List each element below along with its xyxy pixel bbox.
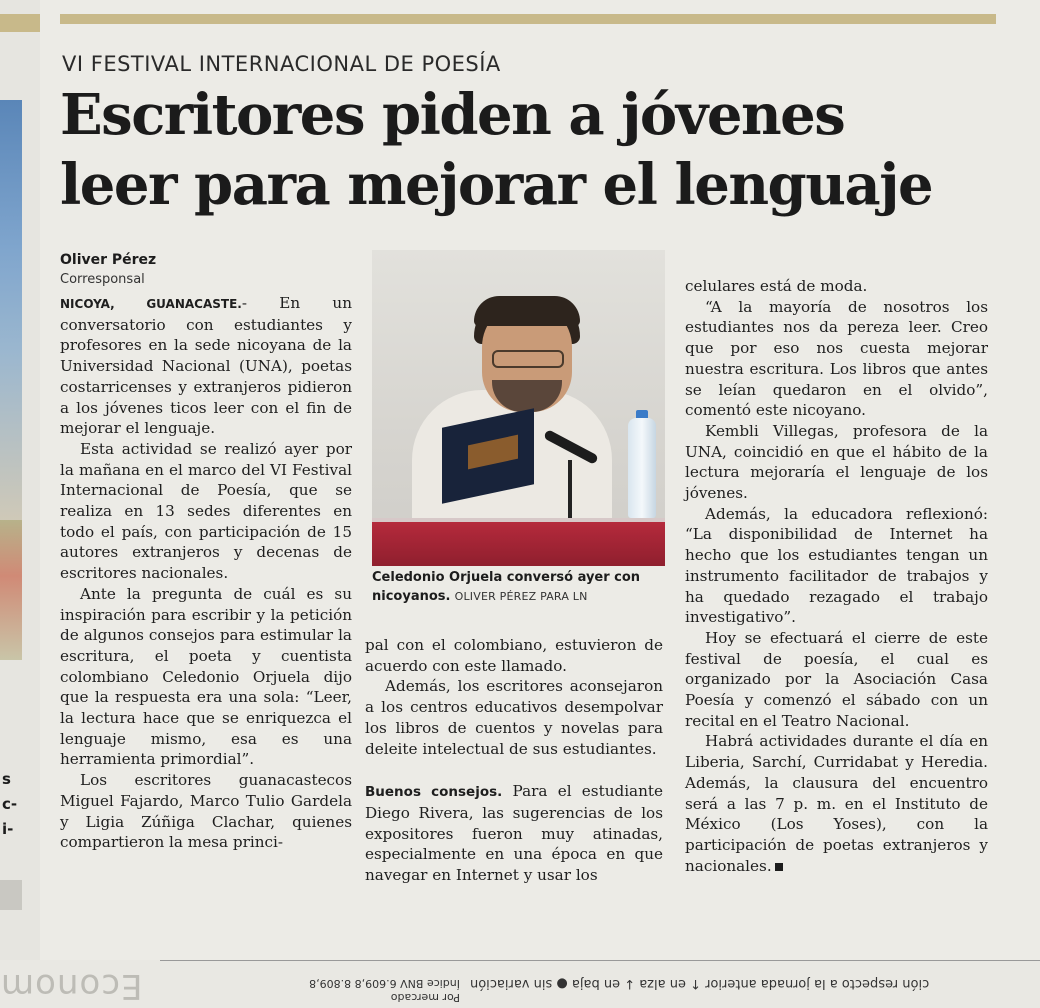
photo-credit: OLIVER PÉREZ PARA LN [454, 590, 588, 603]
market-value: 8.809,8 [309, 977, 352, 990]
adjacent-photo-lower [0, 520, 22, 660]
body-text: Habrá actividades durante el día en Liberia, Sarchí, Curridabat y Heredia. Además, la clausura del encuentro será a las 7 p. m. en el Instituto de México (Los Yoses), con la participación de poetas extranjeros y nacionales. [685, 732, 988, 875]
caption-text: Celedonio Orjuela conversó ayer con nicoyanos. [372, 570, 641, 604]
headline-line-1: Escritores piden a jóvenes [60, 82, 845, 148]
byline-author: Oliver Pérez [60, 252, 157, 268]
subhead: Buenos consejos. [365, 784, 503, 801]
photo-caption [372, 568, 672, 606]
body-paragraph [685, 731, 988, 876]
body-column-3 [685, 276, 988, 876]
footer-rule [160, 960, 1040, 961]
adjacent-block [0, 880, 22, 910]
market-table-heading: Por mercado [390, 991, 460, 1004]
body-paragraph: Hoy se efectuará el cierre de este festival de poesía, el cual es organizado por la Asociación Casa Poesía y comenzó el sábado con un recital en el Teatro Nacional. [685, 628, 988, 730]
market-value: 6.609,8 [354, 977, 397, 990]
body-paragraph: Ante la pregunta de cuál es su inspiración para escribir y la petición de algunos consejos para estimular la escritura, el poeta y cuentista colombiano Celedonio Orjuela dijo que la respuesta era una sola: “Leer, la lectura hace que se enriquezca el lenguaje mismo, esa es una herramienta primordial”. [60, 584, 352, 769]
body-paragraph: Además, la educadora reflexionó: “La disponibilidad de Internet ha hecho que los estudiantes tengan un instrumento facilitador de trabajos y ha quedado rezagado el trabajo investigativo”. [685, 504, 988, 627]
news-article [60, 14, 996, 959]
market-legend-upside-down: ción respecto a la jornada anterior ↑ en alza ↓ en baja ● sin variación [470, 976, 930, 991]
body-paragraph: Los escritores guanacastecos Miguel Fajardo, Marco Tulio Gardela y Ligia Zúñiga Clachar, quienes compartieron la mesa princi- [60, 771, 352, 852]
body-text: Para el estudiante Diego Rivera, las sugerencias de los expositores fueron muy atinadas, especialmente en una época en que navegar en Internet y usar los [365, 782, 663, 885]
section-rule [60, 14, 996, 24]
market-index-label: Índice BNV [400, 977, 460, 990]
body-paragraph: Además, los escritores aconsejaron a los centros educativos desempolvar los libros de cuentos y novelas para deleite intelectual de sus estudiantes. [365, 677, 663, 758]
market-table-upside-down [220, 964, 460, 1004]
adjacent-rule [0, 14, 40, 32]
body-paragraph [365, 781, 663, 886]
byline [60, 250, 360, 290]
end-mark-icon [775, 863, 783, 871]
adjacent-page-strip [0, 0, 40, 960]
body-paragraph: Esta actividad se realizó ayer por la mañana en el marco del VI Festival Internacional de Poesía, que se realiza en 13 sedes diferentes en todo el país, con participación de 15 autores extranjeros y decenas de escritores nacionales. [60, 439, 352, 583]
market-table-row [220, 976, 460, 990]
body-text: - En un conversatorio con estudiantes y profesores en la sede nicoyana de la Universidad Nacional (UNA), poetas costarricenses y extranjeros pidieron a los jóvenes ticos leer con el fin de mejorar el lenguaje. [60, 294, 352, 438]
body-paragraph: celulares está de moda. [685, 277, 868, 295]
dateline: NICOYA, GUANACASTE. [60, 297, 242, 311]
body-paragraph: “A la mayoría de nosotros los estudiantes nos da pereza leer. Creo que por eso nos cuesta mejorar nuestra escritura. Los libros que antes se leían quedaron en el olvido”, comentó este nicoyano. [685, 297, 988, 420]
article-photo [372, 250, 665, 566]
body-paragraph: Kembli Villegas, profesora de la UNA, coincidió en que el hábito de la lectura mejoraría el lenguaje de los jóvenes. [685, 421, 988, 503]
adjacent-photo [0, 100, 22, 520]
adjacent-text-fragment: i- [2, 820, 14, 838]
headline-line-2: leer para mejorar el lenguaje [60, 152, 933, 218]
water-bottle [628, 418, 656, 518]
body-column-1 [60, 293, 352, 853]
section-label-upside-down: Econom [0, 966, 143, 1006]
article-kicker: VI FESTIVAL INTERNACIONAL DE POESÍA [62, 52, 501, 76]
body-paragraph: pal con el colombiano, estuvieron de acuerdo con este llamado. [365, 636, 663, 675]
photo-glasses [492, 350, 564, 368]
adjacent-page-footer [0, 960, 1040, 1008]
article-headline [60, 80, 996, 220]
adjacent-text-fragment: s [2, 770, 11, 788]
adjacent-text-fragment: c- [2, 795, 18, 813]
body-paragraph [60, 293, 352, 439]
photo-hair-top [474, 296, 580, 326]
photo-tablecloth [372, 522, 665, 566]
body-column-2 [365, 635, 663, 886]
byline-role: Corresponsal [60, 272, 145, 287]
